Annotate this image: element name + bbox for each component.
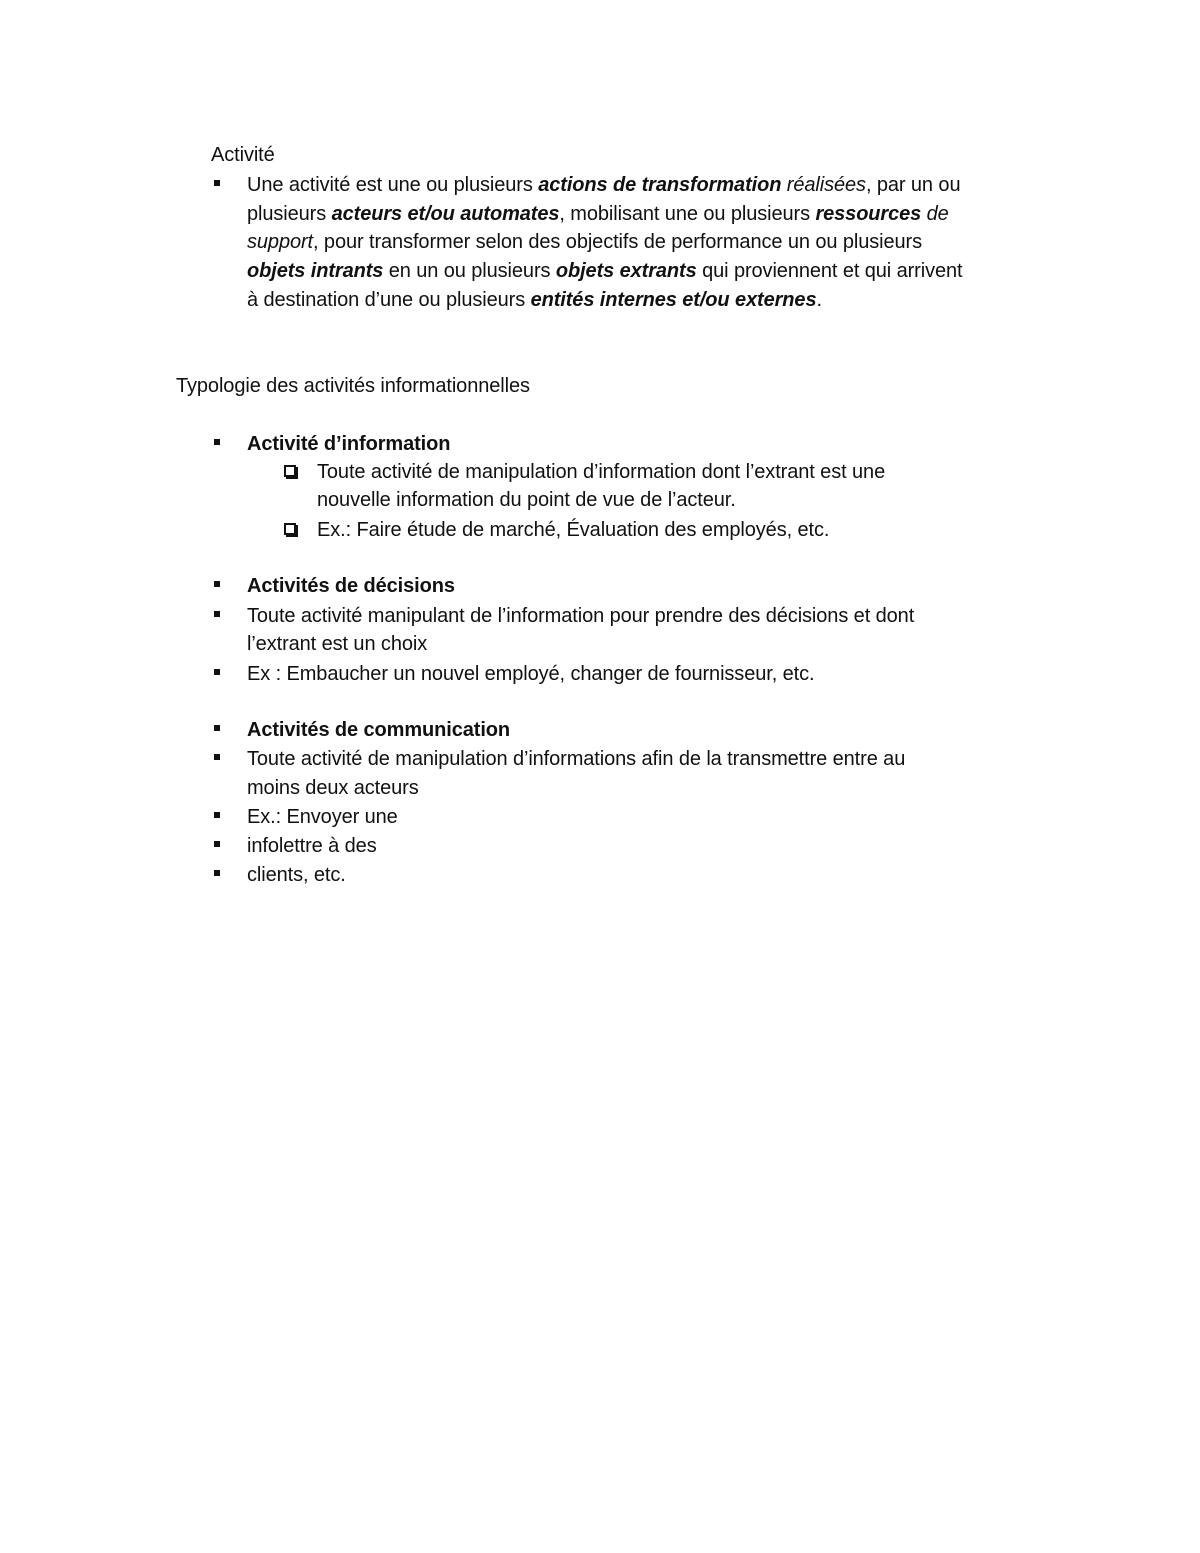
emphasis-run: entités internes et/ou externes (530, 289, 817, 311)
text-run: qui proviennent et qui arrivent (696, 260, 963, 282)
decisions-title: Activités de décisions (247, 575, 455, 597)
definition-line-3 (247, 228, 922, 257)
section-heading-typologie: Typologie des activités informationnelles (176, 375, 530, 397)
emphasis-run: ressources (815, 203, 922, 225)
info-sub2: Ex.: Faire étude de marché, Évaluation des employés, etc. (317, 519, 830, 541)
checkbox-bullet-icon (284, 465, 296, 477)
text-run: plusieurs (247, 203, 332, 225)
text-run: à destination d’une ou plusieurs (247, 289, 531, 311)
square-bullet-icon (214, 669, 220, 675)
italic-run: support (247, 231, 314, 253)
square-bullet-icon (214, 611, 220, 617)
square-bullet-icon (214, 754, 220, 760)
definition-line-5 (247, 286, 822, 315)
communication-example-2: infolettre à des (247, 835, 377, 857)
square-bullet-icon (214, 841, 220, 847)
decisions-desc-line-2: l’extrant est un choix (247, 633, 428, 655)
emphasis-run: actions de transformation (538, 174, 782, 196)
communication-desc-line-1: Toute activité de manipulation d’informations afin de la transmettre entre au (247, 748, 906, 770)
square-bullet-icon (214, 439, 220, 445)
text-run: , mobilisant une ou plusieurs (559, 203, 816, 225)
communication-example-3: clients, etc. (247, 864, 346, 886)
square-bullet-icon (214, 870, 220, 876)
italic-run: réalisées (781, 174, 866, 196)
decisions-example: Ex : Embaucher un nouvel employé, changer de fournisseur, etc. (247, 663, 815, 685)
text-run: en un ou plusieurs (383, 260, 556, 282)
info-sub1-line-2: nouvelle information du point de vue de l’acteur. (317, 489, 736, 511)
info-sub1-line-1: Toute activité de manipulation d’information dont l’extrant est une (317, 461, 886, 483)
definition-line-1 (247, 171, 960, 200)
square-bullet-icon (214, 725, 220, 731)
section-heading-activite: Activité (211, 144, 275, 166)
text-run: . (816, 289, 822, 311)
text-run: , pour transformer selon des objectifs de performance un ou plusieurs (313, 231, 922, 253)
italic-run: de (921, 203, 949, 225)
decisions-desc-line-1: Toute activité manipulant de l’information pour prendre des décisions et dont (247, 605, 915, 627)
definition-line-4 (247, 257, 963, 286)
text-run: , par un ou (865, 174, 961, 196)
communication-desc-line-2: moins deux acteurs (247, 777, 419, 799)
info-title: Activité d’information (247, 433, 451, 455)
square-bullet-icon (214, 812, 220, 818)
square-bullet-icon (214, 581, 220, 587)
emphasis-run: objets intrants (247, 260, 384, 282)
definition-line-2 (247, 200, 949, 229)
emphasis-run: objets extrants (555, 260, 697, 282)
emphasis-run: acteurs et/ou automates (331, 203, 560, 225)
text-run: Une activité est une ou plusieurs (247, 174, 539, 196)
communication-example-1: Ex.: Envoyer une (247, 806, 398, 828)
checkbox-bullet-icon (284, 523, 296, 535)
square-bullet-icon (214, 180, 220, 186)
communication-title: Activités de communication (247, 719, 511, 741)
